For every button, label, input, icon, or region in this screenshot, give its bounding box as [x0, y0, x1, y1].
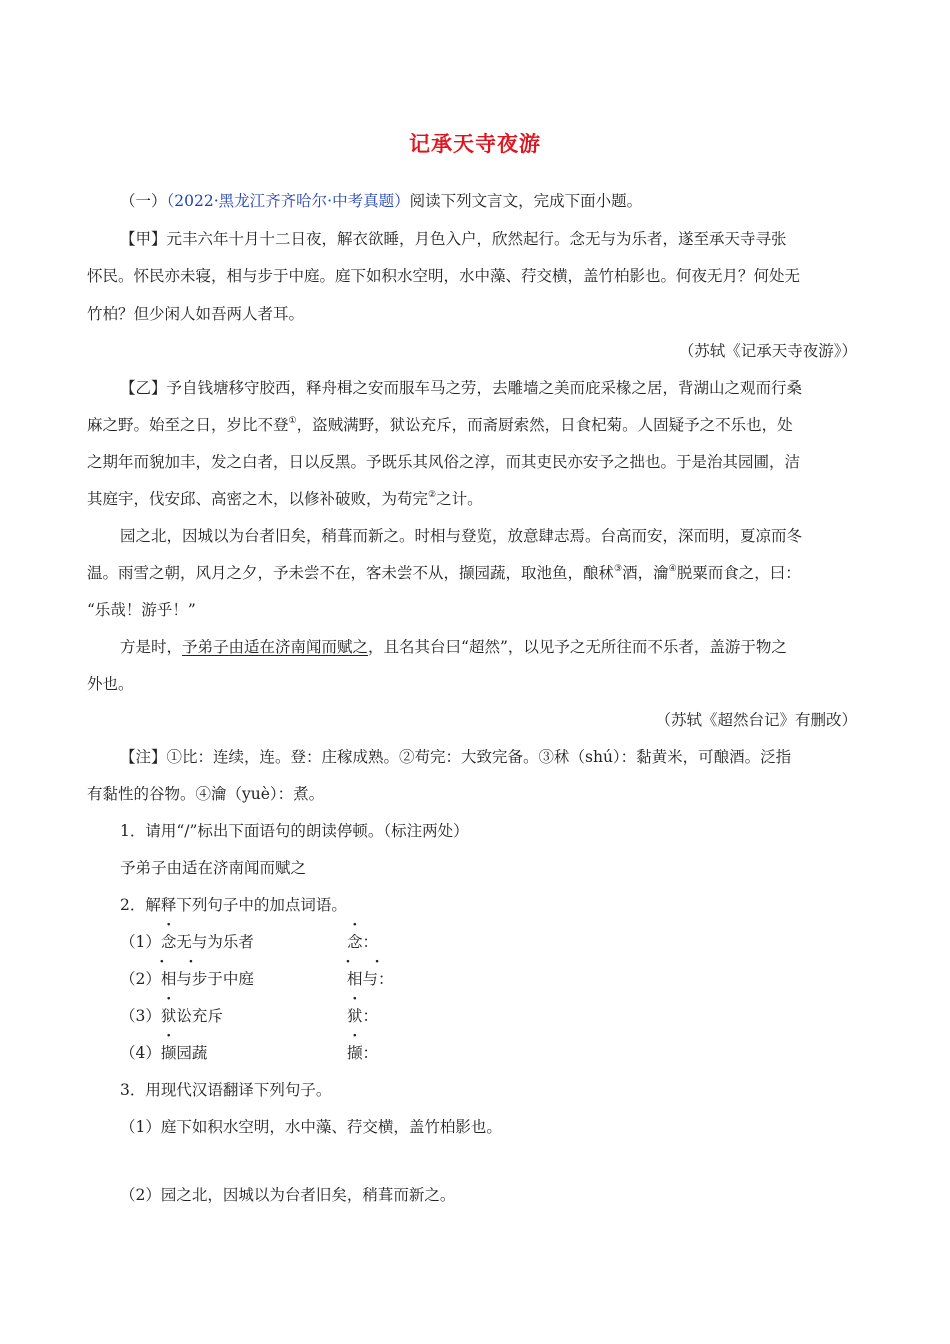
yi-text-4b: 之计。: [436, 490, 483, 508]
yi-p2-text-a: 温。雨雪之朝，风月之夕，予未尝不在，客未尝不从，撷园蔬，取池鱼，酿秫: [87, 564, 615, 582]
yi-label: 【乙】: [120, 379, 167, 397]
answer-colon: ：: [362, 1007, 379, 1025]
jia-citation: （苏轼《记承天寺夜游》）: [678, 342, 857, 360]
yi-text-4a: 其庭宇，伐安邱、高密之木，以修补破败，为苟完: [87, 490, 429, 508]
answer-dotted-word: 狱: [347, 1007, 363, 1025]
q2-item-num: （3）: [120, 1007, 161, 1025]
answer-colon: ：: [362, 1044, 379, 1062]
yi-p3-text-a: 方是时，: [120, 638, 183, 656]
jia-line-2: 怀民。怀民亦未寝，相与步于中庭。庭下如积水空明，水中藻、荇交横，盖竹柏影也。何夜无月？何处无: [87, 267, 801, 285]
jia-text-1: 元丰六年十月十二日夜，解衣欲睡，月色入户，欣然起行。念无与为乐者，遂至承天寺寻张: [166, 230, 787, 248]
q2-answer-4: [347, 1042, 378, 1064]
question-3: 3．用现代汉语翻译下列句子。: [120, 1081, 332, 1099]
yi-p2-line-3: “乐哉！游乎！”: [87, 601, 196, 619]
dotted-word: 念: [160, 933, 177, 951]
yi-citation: （苏轼《超然台记》有删改）: [655, 711, 857, 729]
answer-colon: ：: [378, 970, 394, 988]
answer-dotted-word: · · 相与: [347, 968, 378, 990]
jia-label: 【甲】: [120, 230, 167, 248]
yi-text-1: 予自钱塘移守胶西，释舟楫之安而服车马之劳，去雕墙之美而庇采椽之居，背湖山之观而行桑: [166, 379, 803, 397]
note-line-1: 【注】①比：连续，连。登：庄稼成熟。②苟完：大致完备。③秫（shú）：黏黄米，可酿酒。泛指: [120, 748, 792, 766]
question-1-sentence: 予弟子由适在济南闻而赋之: [120, 859, 307, 877]
question-1: 1．请用“/”标出下面语句的朗读停顿。（标注两处）: [120, 822, 469, 840]
q2-item-3: [120, 1005, 223, 1027]
yi-p2-text-c: 脱粟而食之，曰：: [676, 564, 801, 582]
question-2: 2．解释下列句子中的加点词语。: [120, 896, 347, 914]
q2-item-num: （2）: [120, 970, 161, 988]
yi-line-4: [87, 488, 483, 510]
q2-item-num: （4）: [120, 1044, 161, 1062]
q2-item-num: （1）: [120, 933, 161, 951]
footnote-2: ②: [428, 490, 437, 500]
dotted-word: 撷: [160, 1044, 177, 1062]
answer-dotted-word: 撷: [347, 1044, 363, 1062]
intro-prefix: （一）: [120, 192, 167, 210]
q2-answer-1: [347, 931, 378, 953]
dotted-word: · · 相与: [161, 968, 192, 990]
question-3-item-2: （2）园之北，因城以为台者旧矣，稍葺而新之。: [120, 1186, 456, 1204]
yi-line-3: 之期年而貌加丰，发之白者，日以反黑。予既乐其风俗之淳，而其吏民亦安予之拙也。于是治其园圃，洁: [87, 453, 801, 471]
jia-line-3: 竹柏？但少闲人如吾两人者耳。: [87, 305, 305, 323]
yi-p3-line-2: 外也。: [87, 675, 134, 693]
q2-item-rest: 讼充斥: [176, 1007, 223, 1025]
q2-item-rest: 园蔬: [176, 1044, 208, 1062]
underlined-sentence: 予弟子由适在济南闻而赋之: [182, 638, 369, 656]
yi-line-2: [87, 414, 793, 436]
footnote-4: ④: [668, 564, 677, 574]
footnote-3: ③: [614, 564, 623, 574]
q2-item-rest: 无与为乐者: [176, 933, 254, 951]
q2-item-4: [120, 1042, 207, 1064]
q2-item-1: [120, 931, 254, 953]
yi-text-2a: 麻之野。始至之日，岁比不登: [87, 416, 289, 434]
yi-p3-line-1: [120, 636, 787, 658]
dotted-word: 狱: [160, 1007, 177, 1025]
intro-line: [120, 190, 642, 212]
q2-answer-3: [347, 1005, 378, 1027]
yi-p3-text-b: ，且名其台曰“超然”，以见予之无所往而不乐者，盖游于物之: [368, 638, 787, 656]
note-line-2: 有黏性的谷物。④瀹（yuè）：煮。: [87, 785, 325, 803]
exam-source: （2022·黑龙江齐齐哈尔·中考真题）: [166, 192, 410, 210]
q2-item-rest: 步于中庭: [191, 970, 254, 988]
jia-line-1: [120, 228, 787, 250]
answer-colon: ：: [362, 933, 379, 951]
q2-item-2: [120, 968, 254, 990]
yi-p2-line-1: 园之北，因城以为台者旧矣，稍葺而新之。时相与登览，放意肆志焉。台高而安，深而明，夏凉而冬: [120, 527, 803, 545]
yi-p2-text-b: 酒，瀹: [622, 564, 669, 582]
footnote-1: ①: [288, 416, 297, 426]
yi-p2-line-2: [87, 562, 801, 584]
page-title: 记承天寺夜游: [409, 132, 541, 156]
answer-dotted-word: 念: [347, 933, 363, 951]
yi-text-2b: ，盗贼满野，狱讼充斥，而斋厨索然，日食杞菊。人固疑予之不乐也，处: [296, 416, 793, 434]
yi-line-1: [120, 377, 802, 399]
question-3-item-1: （1）庭下如积水空明，水中藻、荇交横，盖竹柏影也。: [120, 1118, 502, 1136]
q2-answer-2: [347, 968, 394, 990]
intro-text: 阅读下列文言文，完成下面小题。: [409, 192, 643, 210]
